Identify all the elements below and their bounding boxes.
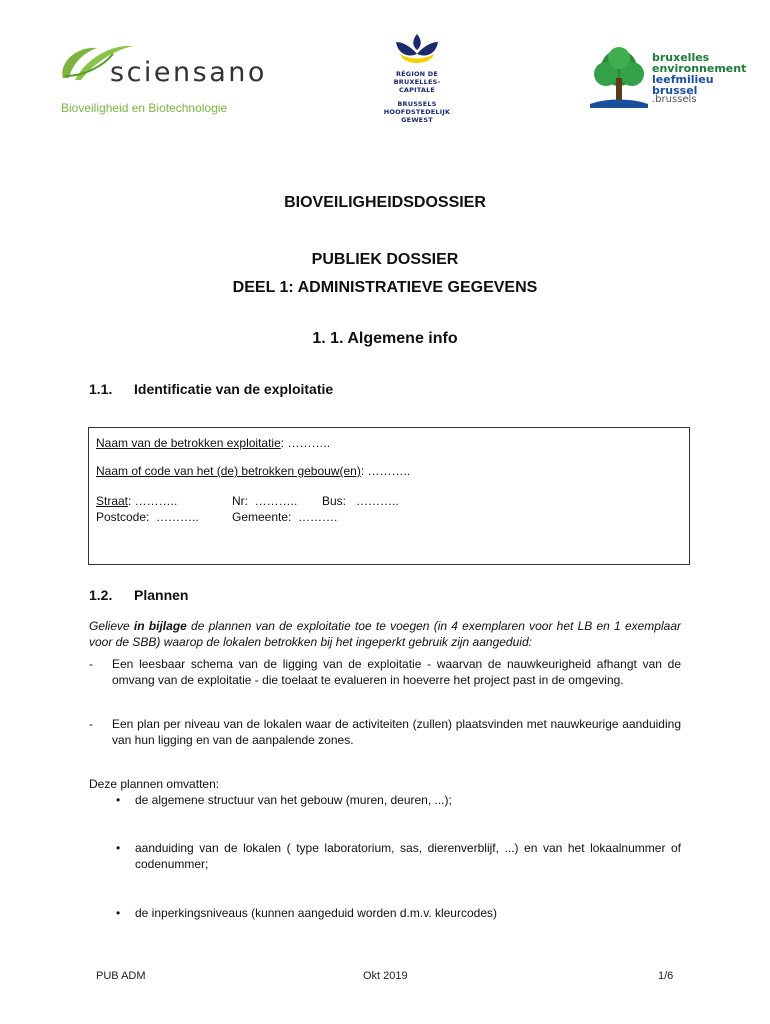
bullet-item-3: de inperkingsniveaus (kunnen aangeduid worden d.m.v. kleurcodes) xyxy=(135,906,497,920)
bus-label: Bus: xyxy=(322,494,347,508)
brussels-domain: .brussels xyxy=(652,94,697,105)
exploitation-name-label: Naam van de betrokken exploitatie xyxy=(96,436,281,450)
iris-flower-icon xyxy=(394,32,440,68)
exploitation-name-row xyxy=(96,436,330,450)
footer-document-code: PUB ADM xyxy=(96,970,146,982)
number-label: Nr: xyxy=(232,494,248,508)
section-1-1-number: 1.1. xyxy=(89,381,113,397)
footer-date: Okt 2019 xyxy=(363,970,408,982)
bullet-item-1: de algemene structuur van het gebouw (muren, deuren, ...); xyxy=(135,793,452,807)
number-value[interactable]: ……….. xyxy=(254,494,298,508)
street-row xyxy=(96,494,177,508)
postcode-value[interactable]: ……….. xyxy=(156,510,199,524)
region-name-fr: RÉGION DE BRUXELLES- CAPITALE xyxy=(393,70,441,94)
exploitation-name-value[interactable]: : ……….. xyxy=(280,436,331,450)
dash-marker-1: - xyxy=(89,657,93,671)
region-name-nl: BRUSSELS HOOFDSTEDELIJK GEWEST xyxy=(383,100,451,124)
municipality-label: Gemeente: xyxy=(232,510,292,524)
in-annex-emphasis: in bijlage xyxy=(133,619,187,633)
number-row xyxy=(232,494,297,508)
environment-name: bruxelles environnement leefmilieu brussel xyxy=(652,51,747,97)
bullet-item-2: aanduiding van de lokalen ( type laboratorium, sas, dierenverblijf, ...) en van het lokaalnummer of codenummer; xyxy=(135,841,681,871)
street-value[interactable]: : ……….. xyxy=(128,494,178,508)
building-code-value[interactable]: : ……….. xyxy=(360,464,411,478)
bullet-marker-2: • xyxy=(116,841,121,855)
sciensano-logo xyxy=(55,40,265,100)
dash-item-2: Een plan per niveau van de lokalen waar de activiteiten (zullen) plaatsvinden met nauwkeurige aanduiding van hun ligging en van de aanpalende zones. xyxy=(112,717,681,747)
bullet-marker-3: • xyxy=(116,906,121,920)
document-title: BIOVEILIGHEIDSDOSSIER xyxy=(284,194,486,211)
sciensano-wordmark: sciensano xyxy=(110,57,267,88)
street-label: Straat xyxy=(96,494,129,508)
municipality-value[interactable]: ………. xyxy=(298,510,338,524)
bus-value[interactable]: ……….. xyxy=(356,494,399,508)
bus-row xyxy=(322,494,399,508)
dash-item-1: Een leesbaar schema van de ligging van de exploitatie - waarvan de nauwkeurigheid afhangt van de omvang van de exploitatie - die toelaat te evalueren in hoeverre het project past in de omgeving. xyxy=(112,657,681,687)
plans-contents-intro: Deze plannen omvatten: xyxy=(89,777,220,791)
building-code-row xyxy=(96,464,410,478)
region-logo xyxy=(382,32,452,142)
bullet-marker-1: • xyxy=(116,793,121,807)
dash-marker-2: - xyxy=(89,717,93,731)
section-heading: 1. 1. Algemene info xyxy=(312,330,458,347)
building-code-label: Naam of code van het (de) betrokken gebouw(en) xyxy=(96,464,361,478)
footer-page-number: 1/6 xyxy=(658,970,674,982)
document-subtitle-public: PUBLIEK DOSSIER xyxy=(311,251,459,268)
section-1-2-title: Plannen xyxy=(134,587,189,603)
environment-logo xyxy=(586,44,747,114)
postcode-row xyxy=(96,510,199,524)
section-1-1-title: Identificatie van de exploitatie xyxy=(134,381,334,397)
tree-icon xyxy=(586,44,652,110)
postcode-label: Postcode: xyxy=(96,510,150,524)
plans-instruction: Gelieve in bijlage de plannen van de exploitatie toe te voegen (in 4 exemplaren voor het LB en 1 exemplaar voor de SBB) waarop de lokalen betrokken bij het ingeperkt gebruik zijn aangeduid: xyxy=(89,619,681,649)
document-subtitle-part: DEEL 1: ADMINISTRATIEVE GEGEVENS xyxy=(232,279,538,296)
identification-form-box xyxy=(88,427,690,565)
municipality-row xyxy=(232,510,337,524)
section-1-2-number: 1.2. xyxy=(89,587,113,603)
sciensano-subtitle: Bioveiligheid en Biotechnologie xyxy=(61,101,228,115)
